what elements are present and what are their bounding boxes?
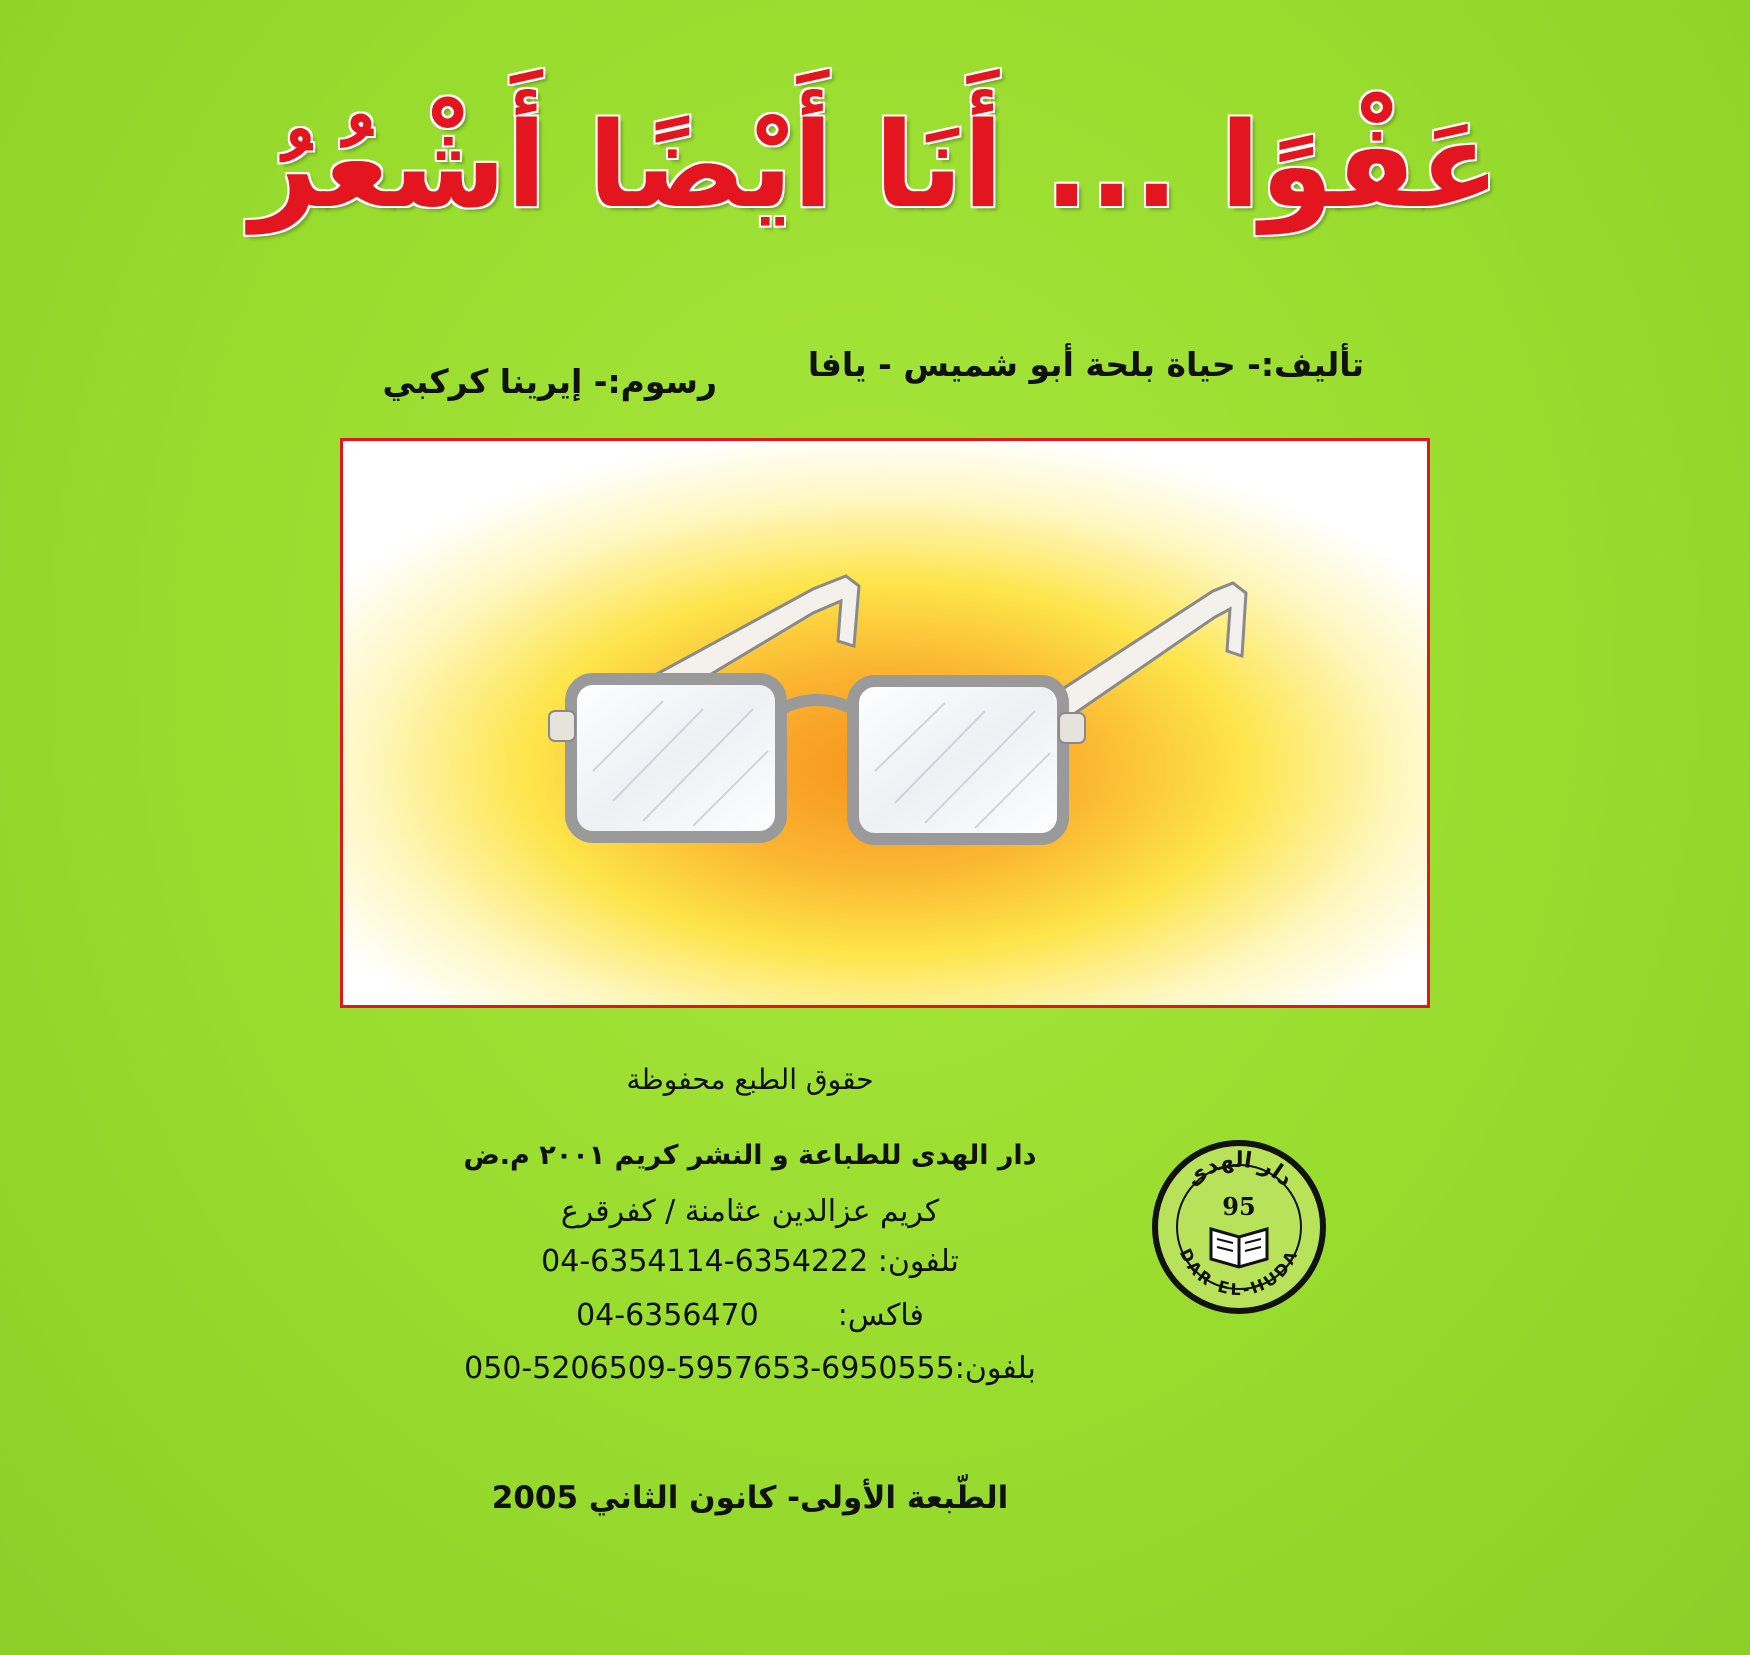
left-hinge [549,711,575,741]
edition-line: الطّبعة الأولى- كانون الثاني 2005 [491,1480,1009,1516]
phone-line [300,1244,1200,1279]
book-title: عَفْوًا ... أَنَا أَيْضًا أَشْعُرُ [250,96,1500,234]
seal-logo-icon [1149,1137,1329,1317]
seal-latin-text: DAR EL-HUDA [1175,1245,1303,1300]
eyeglasses-illustration [343,441,1427,1005]
mobile-value: 050-5206509-5957653-6950555 [464,1351,955,1386]
illustrator-label: رسوم:- [593,362,717,401]
right-hinge [1059,713,1085,743]
illustrator-name: إيرينا كركبي [382,362,583,401]
publisher-seal [1149,1137,1329,1317]
cover-illustration-frame [340,438,1430,1008]
publisher-line: دار الهدى للطباعة و النشر كريم ٢٠٠١ م.ض [463,1140,1037,1171]
mobile-label: بلفون: [954,1351,1036,1386]
left-lens [571,679,781,837]
author-label: تأليف:- [1247,345,1364,384]
illustrator-credit [383,362,717,401]
rights-reserved: حقوق الطبع محفوظة [626,1063,874,1096]
fax-line [300,1298,1200,1333]
phone-label: تلفون: [877,1244,959,1279]
phone-value: 04-6354114-6354222 [541,1244,869,1279]
fax-label: فاكس: [837,1298,924,1333]
right-lens [853,681,1063,839]
seal-arabic-text: دار الهدى [1181,1147,1298,1192]
publisher-address: كريم عزالدين عثامنة / كفرقرع [560,1194,940,1229]
seal-number: 95 [1222,1192,1256,1221]
fax-value: 04-6356470 [576,1298,759,1333]
author-name: حياة بلحة أبو شميس - يافا [807,345,1236,384]
mobile-line [300,1351,1200,1386]
author-credit [808,345,1364,384]
